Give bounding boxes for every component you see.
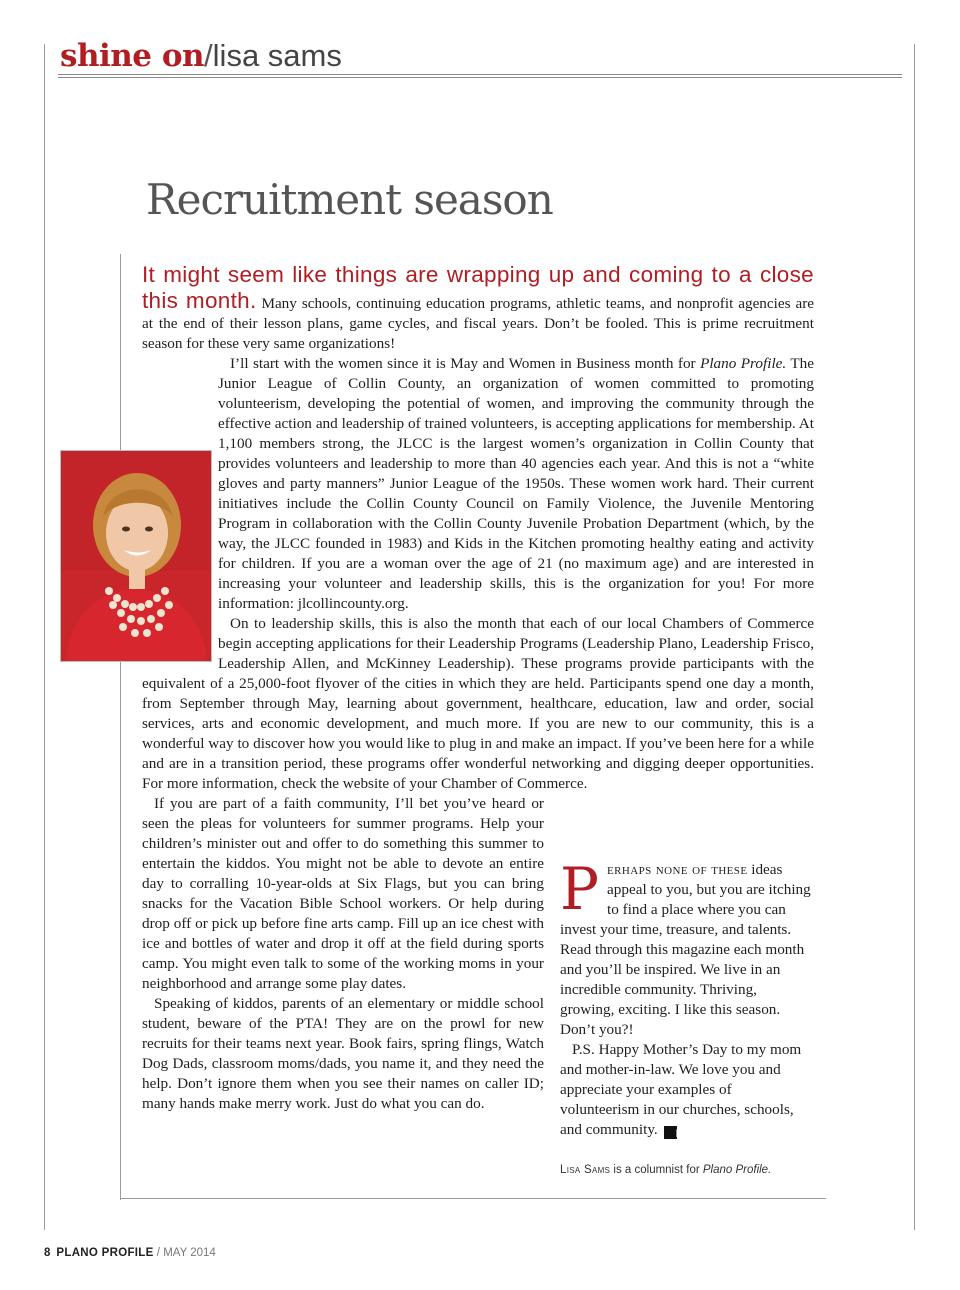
end-mark-icon: p <box>664 1126 677 1139</box>
closing-column <box>560 855 814 1140</box>
page-number: 8 <box>44 1247 51 1259</box>
column-author: lisa sams <box>212 38 342 73</box>
column-brand: shine on <box>60 38 205 74</box>
footer-publication: PLANO PROFILE <box>56 1247 154 1259</box>
closing-paragraph <box>560 855 814 1040</box>
bio-name: Lisa Sams <box>560 1164 611 1176</box>
paragraph-2-text-a: I’ll start with the women since it is May and Women in Business month for <box>230 355 701 372</box>
paragraph-3-text: On to leadership skills, this is also the month that each of our local Chambers of Commerce begin accepting applications for their Leadership Programs (Leadership Plano, Leadership Frisco, Leadership Allen, and McKinney Leadership). These programs provide participants with the equivalent of a 25,000-foot flyover of the cities in which they are held. Participants spend one day a month, from September through May, learning about government, healthcare, education, law and order, social services, arts and economic development, and much more. If you are new to our community, this is a wonderful way to discover how you would like to plug in and make an impact. If you’ve been here for a while and are in a transition period, these programs offer wonderful networking and digging deeper opportunities. For more information, check the website of your Chamber of Commerce. <box>142 615 814 792</box>
left-margin-rule <box>44 44 45 1230</box>
footer-separator: / <box>153 1247 164 1259</box>
article-frame-left <box>120 254 121 1200</box>
closing-smallcaps: erhaps none of these <box>607 861 748 878</box>
paragraph-4-text: If you are part of a faith community, I’ll bet you’ve heard or seen the pleas for volunteers for summer programs. Help your children’s minister out and offer to do something this summer to entertain the kiddos. You might not be able to devote an entire day to corralling 10-year-olds at Six Flags, but you can bring snacks for the Vacation Bible School workers. Or help during drop off or pick up before fine arts camp. Fill up an ice chest with ice and bottles of water and drop it off at the field during sports camp. You might even talk to some of the working moms in your neighborhood and arrange some play dates. <box>142 795 544 992</box>
footer-date: MAY 2014 <box>163 1247 216 1259</box>
paragraph-5-text: Speaking of kiddos, parents of an elementary or middle school student, beware of the PTA! They are on the prowl for new recruits for their teams next year. Book fairs, spring flings, Watch Dog Dads, classroom moms/dads, you name it, and they need the help. Don’t ignore them when you see their names on caller ID; many hands make merry work. Just do what you can do. <box>142 995 544 1112</box>
paragraph-2-text-b: The Junior League of Collin County, an organization of women committed to promoting volunteerism, developing the potential of women, and improving the community through the effective action and leadership of trained volunteers, is accepting applications for membership. At 1,100 members strong, the JLCC is the largest women’s organization in Collin County that provides volunteers and leadership to more than 40 agencies each year. And this is not a “white gloves and party manners” Junior League of the 1950s. These women work hard. Their current initiatives include the Collin County Council on Family Violence, the Juvenile Mentoring Program in collaboration with the Collin County Juvenile Probation Department (which, by the way, the JLCC founded in 1983) and Kids in the Kitchen promoting healthy eating and activity for children. If you are a woman over the age of 21 (no maximum age) and are interested in increasing your volunteer and leadership skills, this is the organization for you! For more information: jlcollincounty.org. <box>218 355 814 612</box>
column-header <box>60 38 342 74</box>
article-frame-bottom <box>120 1198 826 1199</box>
header-rule <box>58 74 902 78</box>
paragraph-1-text: Many schools, continuing education programs, athletic teams, and nonprofit agencies are at the end of their lesson plans, game cycles, and fiscal years. Don’t be fooled. This is prime recruitment season for these very same organizations! <box>142 295 814 352</box>
bio-text: is a columnist for <box>610 1164 703 1176</box>
postscript <box>560 1040 814 1140</box>
page-footer <box>44 1247 216 1259</box>
paragraph-1 <box>142 262 814 354</box>
article-lede: It might seem like things are wrapping up and coming to a close this month. <box>142 262 814 313</box>
paragraph-2 <box>142 354 814 614</box>
postscript-text: P.S. Happy Mother’s Day to my mom and mother-in-law. We love you and appreciate your examples of volunteerism in our churches, schools, and community. <box>560 1041 802 1138</box>
drop-cap: P <box>560 855 600 923</box>
magazine-name: Plano Profile. <box>700 355 787 372</box>
closing-text: ideas appeal to you, but you are itching to find a place where you can invest your time, treasure, and talents. Read through this magazine each month and you’ll be inspired. We live in an incredible community. Thriving, growing, exciting. I like this season. Don’t you?! <box>560 861 811 1038</box>
author-bio <box>560 1164 771 1176</box>
header-separator: / <box>204 38 213 73</box>
bio-magazine: Plano Profile. <box>702 1164 772 1176</box>
right-margin-rule <box>914 44 915 1230</box>
article-title: Recruitment season <box>146 175 553 224</box>
photo-text-wrap <box>142 434 218 662</box>
paragraph-3 <box>142 614 814 794</box>
